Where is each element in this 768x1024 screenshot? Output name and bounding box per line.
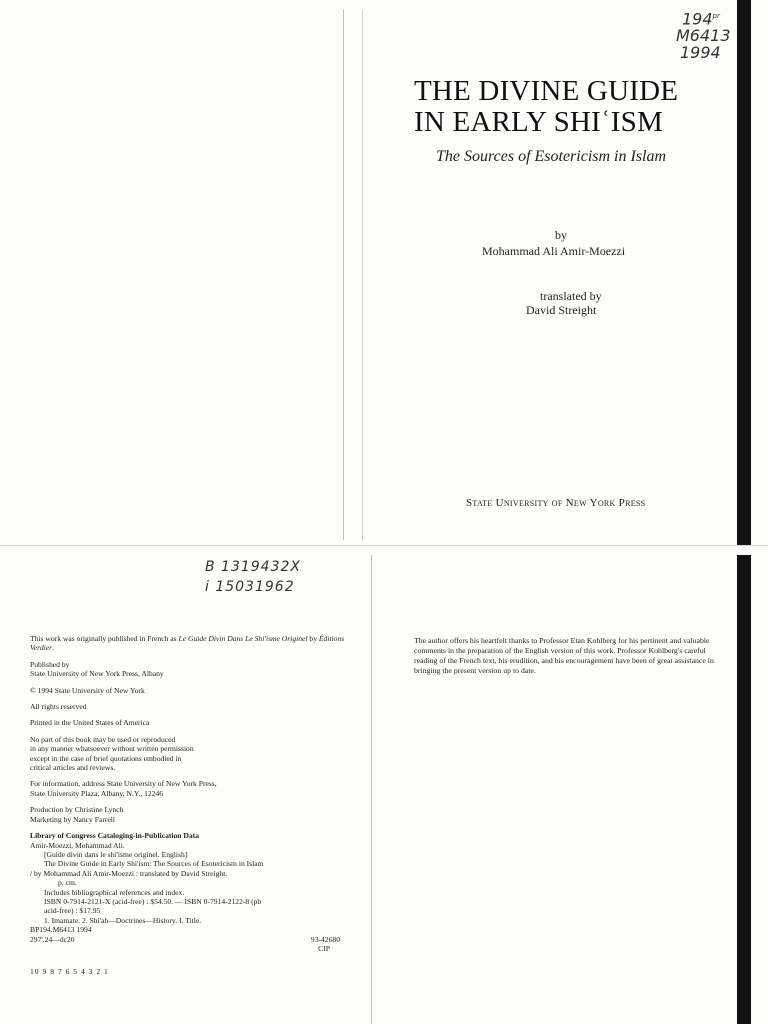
cip-line: acid-free) : $17.95 [44, 906, 101, 916]
cip-author: Amir-Moezzi, Mohammad Ali. [30, 840, 125, 850]
cip-line: p. cm. [58, 878, 77, 888]
cip-heading: Library of Congress Cataloging-in-Publication Data [30, 831, 200, 841]
title-line-1: THE DIVINE GUIDE [414, 75, 679, 107]
copyright-page [30, 634, 350, 977]
acknowledgment-text: The author offers his heartfelt thanks to Professor Etan Kohlberg for his pertinent and valuable comments in the preparation of the English version of this work. Professor Kohlberg's careful reading of the French text, his erudition, and his encouragement have been of great assistance in bringing the present version up to date. [414, 636, 714, 675]
publisher-name: State University of New York Press [466, 497, 646, 509]
cip-line: 1. Imamate. 2. Shi'ah—Doctrines—History. I. Title. [44, 915, 202, 925]
top-right-spine-shadow [737, 0, 751, 545]
cip-line: Includes bibliographical references and index. [44, 887, 185, 897]
handwritten-barcode-numbers [205, 557, 301, 597]
lccn: 93-42680 [310, 934, 340, 944]
by-label: by [555, 228, 567, 242]
top-right-page-edge [362, 10, 363, 540]
barcode-line-1: B 1319432X [205, 559, 301, 575]
published-by: Published by State University of New York Press, Albany [30, 659, 164, 679]
cip-line: / by Mohammad Ali Amir-Moezzi : translated by David Streight. [30, 868, 228, 878]
cip-line: [Guide divin dans le shi'isme originel. English] [44, 849, 188, 859]
copyright-notice: © 1994 State University of New York [30, 685, 145, 695]
cip-mark-row [30, 944, 340, 953]
reproduction-notice: No part of this book may be used or reproduced in any manner whatsoever without written permission except in the case of brief quotations embodied in critical articles and reviews. [30, 734, 194, 773]
book-subtitle: The Sources of Esotericism in Islam [436, 148, 667, 165]
information-address: For information, address State University of New York Press, State University Plaza, Albany, N.Y., 12246 [30, 779, 217, 798]
top-left-page-edge [343, 10, 344, 540]
cip-call-row [30, 925, 340, 934]
handwritten-line-3: 1994 [680, 43, 721, 63]
handwritten-line-1: $194^{pr}$ [682, 9, 720, 29]
production-credits: Production by Christine Lynch Marketing by Nancy Farrell [30, 805, 124, 824]
title-line-2: IN EARLY SHIʿISM [414, 106, 663, 138]
printed-in: Printed in the United States of America [30, 718, 150, 728]
original-publication-note: This work was originally published in French as Le Guide Divin Dans Le Shi'isme Originel by Éditions Verdier. [30, 634, 345, 653]
bottom-right-spine-shadow [737, 555, 751, 1024]
cip-block [30, 831, 350, 953]
rights-notice: All rights reserved [30, 702, 87, 712]
translated-by-label: translated by [540, 289, 602, 303]
page-divider [0, 545, 768, 546]
translator-name: David Streight [526, 303, 597, 317]
handwritten-line-2: M6413 [676, 26, 731, 46]
bottom-gutter [371, 555, 372, 1024]
cip-dewey-row [30, 935, 340, 944]
author-name: Mohammad Ali Amir-Moezzi [482, 244, 626, 258]
printing-line: 10 9 8 7 6 5 4 3 2 1 [30, 967, 109, 977]
book-title [414, 76, 734, 138]
barcode-line-2: i 15031962 [205, 579, 295, 595]
call-number: BP194.M6413 1994 [30, 925, 92, 935]
title-page [370, 0, 735, 545]
dewey-number: 297'.24—dc20 [30, 934, 75, 944]
cip-mark: CIP [318, 943, 330, 953]
cip-line: ISBN 0-7914-2121-X (acid-free) : $54.50. — ISBN 0-7914-2122-8 (pb [44, 896, 262, 906]
cip-line: The Divine Guide in Early Shi'ism: The Sources of Esotericism in Islam [44, 859, 264, 869]
